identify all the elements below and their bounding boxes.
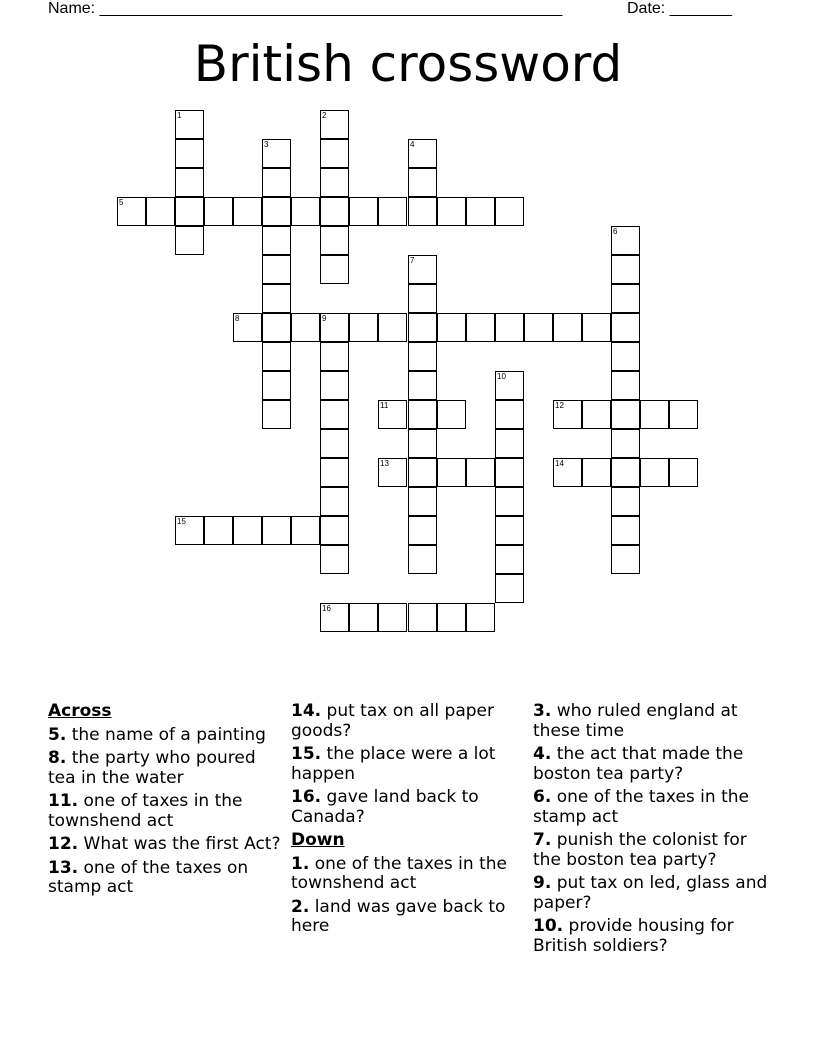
- grid-cell[interactable]: [320, 226, 349, 255]
- clue-number-10: 10: [497, 372, 506, 381]
- clue-down-1: 1. one of the taxes in the townshend act: [291, 853, 507, 893]
- grid-cell[interactable]: [640, 400, 669, 429]
- clue-number-3: 3: [264, 140, 269, 149]
- grid-cell[interactable]: [495, 458, 524, 487]
- grid-cell[interactable]: [466, 458, 495, 487]
- grid-cell[interactable]: [320, 168, 349, 197]
- grid-cell[interactable]: [320, 487, 349, 516]
- clue-across-13: 13. one of the taxes on stamp act: [48, 857, 249, 897]
- grid-cell[interactable]: [408, 400, 437, 429]
- clue-across-14: 14. put tax on all paper goods?: [291, 701, 495, 741]
- grid-cell[interactable]: [408, 429, 437, 458]
- name-field-line: Name: ____________________________________________________: [48, 0, 563, 17]
- grid-cell[interactable]: [349, 313, 378, 342]
- clue-number-14: 14: [555, 459, 564, 468]
- grid-cell[interactable]: [408, 603, 437, 632]
- grid-cell[interactable]: [408, 284, 437, 313]
- grid-cell[interactable]: [262, 226, 291, 255]
- clue-number-7: 7: [410, 256, 415, 265]
- clue-down-6: 6. one of the taxes in the stamp act: [533, 787, 749, 827]
- clue-down-10: 10. provide housing for British soldiers?: [533, 916, 734, 956]
- grid-cell[interactable]: [320, 197, 349, 226]
- grid-cell[interactable]: [582, 400, 611, 429]
- clue-number-15: 15: [177, 517, 186, 526]
- clue-number-13: 13: [380, 459, 389, 468]
- clue-number-2: 2: [322, 111, 327, 120]
- grid-cell[interactable]: [262, 197, 291, 226]
- grid-cell[interactable]: [408, 313, 437, 342]
- across-heading: Across: [48, 701, 112, 721]
- grid-cell[interactable]: [582, 313, 611, 342]
- grid-cell[interactable]: [262, 313, 291, 342]
- clue-number-12: 12: [555, 401, 564, 410]
- grid-cell[interactable]: [175, 197, 204, 226]
- grid-cell[interactable]: [320, 342, 349, 371]
- grid-cell[interactable]: [408, 487, 437, 516]
- grid-cell[interactable]: [524, 313, 553, 342]
- down-heading: Down: [291, 830, 345, 850]
- grid-cell[interactable]: [262, 516, 291, 545]
- grid-cell[interactable]: [291, 197, 320, 226]
- grid-cell[interactable]: [611, 516, 640, 545]
- clue-column-1: [48, 702, 283, 902]
- grid-cell[interactable]: [495, 400, 524, 429]
- grid-cell[interactable]: [611, 429, 640, 458]
- grid-cell[interactable]: [437, 400, 466, 429]
- grid-cell[interactable]: [349, 603, 378, 632]
- grid-cell[interactable]: [262, 255, 291, 284]
- grid-cell[interactable]: [437, 458, 466, 487]
- grid-cell[interactable]: [408, 516, 437, 545]
- clue-across-15: 15. the place were a lot happen: [291, 744, 496, 784]
- grid-cell[interactable]: [640, 458, 669, 487]
- grid-cell[interactable]: [669, 458, 698, 487]
- grid-cell[interactable]: [320, 371, 349, 400]
- grid-cell[interactable]: [291, 516, 320, 545]
- grid-cell[interactable]: [320, 400, 349, 429]
- grid-cell[interactable]: [408, 545, 437, 574]
- grid-cell[interactable]: [262, 168, 291, 197]
- grid-cell[interactable]: [495, 197, 524, 226]
- grid-cell[interactable]: [611, 371, 640, 400]
- grid-cell[interactable]: [669, 400, 698, 429]
- grid-cell[interactable]: [582, 458, 611, 487]
- grid-cell[interactable]: [611, 487, 640, 516]
- grid-cell[interactable]: [611, 342, 640, 371]
- clue-down-9: 9. put tax on led, glass and paper?: [533, 873, 768, 913]
- grid-cell[interactable]: [378, 603, 407, 632]
- grid-cell[interactable]: [320, 545, 349, 574]
- grid-cell[interactable]: [233, 516, 262, 545]
- grid-cell[interactable]: [495, 516, 524, 545]
- grid-cell[interactable]: [408, 371, 437, 400]
- grid-cell[interactable]: [466, 313, 495, 342]
- grid-cell[interactable]: [466, 603, 495, 632]
- grid-cell[interactable]: [320, 429, 349, 458]
- clue-down-2: 2. land was gave back to here: [291, 896, 506, 936]
- date-field-line: Date: _______: [627, 0, 732, 17]
- grid-cell[interactable]: [466, 197, 495, 226]
- grid-cell[interactable]: [146, 197, 175, 226]
- clue-across-11: 11. one of taxes in the townshend act: [48, 791, 243, 831]
- clue-column-3: [533, 702, 768, 960]
- grid-cell[interactable]: [495, 313, 524, 342]
- grid-cell[interactable]: [175, 226, 204, 255]
- page-title: British crossword: [193, 35, 623, 93]
- grid-cell[interactable]: [437, 603, 466, 632]
- clue-number-16: 16: [322, 604, 331, 613]
- grid-cell[interactable]: [611, 284, 640, 313]
- clue-number-8: 8: [235, 314, 240, 323]
- grid-cell[interactable]: [175, 168, 204, 197]
- clue-across-8: 8. the party who poured tea in the water: [48, 748, 256, 788]
- grid-cell[interactable]: [495, 545, 524, 574]
- grid-cell[interactable]: [378, 197, 407, 226]
- clue-number-6: 6: [613, 227, 618, 236]
- grid-cell[interactable]: [233, 197, 262, 226]
- grid-cell[interactable]: [611, 545, 640, 574]
- grid-cell[interactable]: [611, 400, 640, 429]
- grid-cell[interactable]: [204, 516, 233, 545]
- grid-cell[interactable]: [495, 487, 524, 516]
- grid-cell[interactable]: [204, 197, 233, 226]
- grid-cell[interactable]: [495, 574, 524, 603]
- grid-cell[interactable]: [611, 313, 640, 342]
- grid-cell[interactable]: [553, 313, 582, 342]
- grid-cell[interactable]: [262, 342, 291, 371]
- grid-cell[interactable]: [495, 429, 524, 458]
- clue-column-2: [291, 702, 526, 941]
- grid-cell[interactable]: [437, 313, 466, 342]
- grid-cell[interactable]: [262, 371, 291, 400]
- grid-cell[interactable]: [408, 168, 437, 197]
- grid-cell[interactable]: [320, 139, 349, 168]
- clue-number-5: 5: [119, 198, 124, 207]
- grid-cell[interactable]: [291, 313, 320, 342]
- grid-cell[interactable]: [408, 458, 437, 487]
- clue-across-12: 12. What was the first Act?: [48, 834, 281, 854]
- grid-cell[interactable]: [349, 197, 378, 226]
- grid-cell[interactable]: [262, 284, 291, 313]
- grid-cell[interactable]: [175, 139, 204, 168]
- clue-across-16: 16. gave land back to Canada?: [291, 787, 479, 827]
- clue-number-1: 1: [177, 111, 182, 120]
- grid-cell[interactable]: [320, 516, 349, 545]
- clue-number-9: 9: [322, 314, 327, 323]
- grid-cell[interactable]: [378, 313, 407, 342]
- grid-cell[interactable]: [320, 458, 349, 487]
- clue-down-4: 4. the act that made the boston tea party?: [533, 744, 744, 784]
- grid-cell[interactable]: [437, 197, 466, 226]
- grid-cell[interactable]: [262, 400, 291, 429]
- clue-across-5: 5. the name of a painting: [48, 724, 266, 745]
- grid-cell[interactable]: [408, 342, 437, 371]
- clue-down-7: 7. punish the colonist for the boston tea party?: [533, 830, 747, 870]
- grid-cell[interactable]: [611, 458, 640, 487]
- clue-number-11: 11: [380, 401, 389, 410]
- grid-cell[interactable]: [320, 255, 349, 284]
- clue-number-4: 4: [410, 140, 415, 149]
- grid-cell[interactable]: [611, 255, 640, 284]
- grid-cell[interactable]: [408, 197, 437, 226]
- clue-down-3: 3. who ruled england at these time: [533, 701, 738, 741]
